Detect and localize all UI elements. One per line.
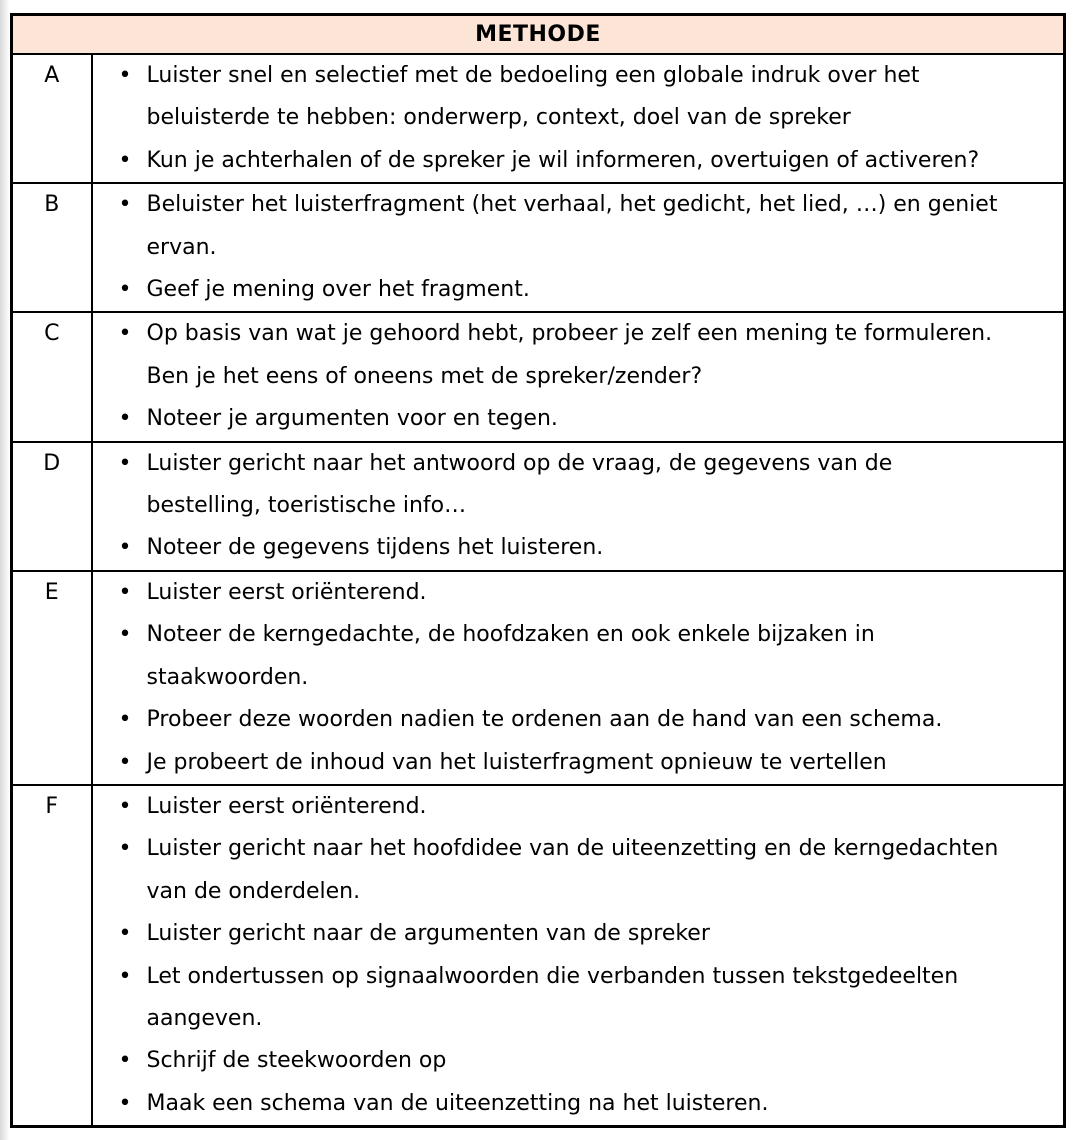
list-item — [93, 828, 1064, 913]
row-items — [92, 54, 1065, 183]
list-item-text: Luister gericht naar het antwoord op de vraag, de gegevens van de bestelling, toeristische info… — [146, 450, 893, 519]
bullet-icon: • — [118, 63, 132, 88]
header-row — [12, 15, 1065, 55]
bullet-icon: • — [118, 622, 132, 648]
list-item-text: Noteer de kerngedachte, de hoofdzaken en ook enkele bijzaken in staakwoorden. — [146, 622, 875, 690]
bullet-icon: • — [118, 921, 132, 947]
list-item-text: Je probeert de inhoud van het luisterfragment opnieuw te vertellen — [146, 749, 887, 775]
table-title: METHODE — [12, 15, 1065, 55]
list-item — [93, 956, 1064, 1041]
bullet-icon: • — [118, 277, 132, 303]
bullet-icon: • — [118, 749, 132, 775]
list-item — [93, 699, 1064, 741]
list-item-text: Luister gericht naar het hoofdidee van de uiteenzetting en de kerngedachten van de onderdelen. — [146, 836, 999, 904]
list-item — [93, 313, 1064, 398]
list-item — [93, 913, 1064, 955]
list-item-text: Noteer je argumenten voor en tegen. — [146, 406, 558, 432]
list-item — [93, 55, 1064, 140]
row-letter: C — [12, 312, 92, 441]
row-items — [92, 442, 1065, 571]
list-item-text: Luister eerst oriënterend. — [146, 793, 427, 819]
bullet-icon: • — [118, 147, 132, 173]
list-item — [93, 742, 1064, 784]
row-letter: B — [12, 183, 92, 312]
bullet-icon: • — [118, 707, 132, 733]
list-item-text: Op basis van wat je gehoord hebt, probeer je zelf een mening te formuleren. Ben je het eens of oneens met de spreker/zender? — [146, 321, 993, 389]
methode-table — [10, 13, 1066, 1128]
list-item-text: Luister snel en selectief met de bedoeling een globale indruk over het beluisterde te hebben: onderwerp, context, doel van de spreker — [146, 63, 920, 131]
list-item-text: Kun je achterhalen of de spreker je wil informeren, overtuigen of activeren? — [146, 147, 980, 173]
row-letter: A — [12, 54, 92, 183]
table-row-d — [12, 442, 1065, 571]
list-item-text: Luister gericht naar de argumenten van de spreker — [146, 921, 710, 947]
list-item — [93, 398, 1064, 440]
table-row-a — [12, 54, 1065, 183]
list-item — [93, 1040, 1064, 1082]
list-item — [93, 1083, 1064, 1125]
bullet-icon: • — [118, 793, 132, 819]
list-item-text: Maak een schema van de uiteenzetting na het luisteren. — [146, 1090, 769, 1116]
bullet-icon: • — [118, 535, 132, 561]
bullet-icon: • — [118, 1048, 132, 1074]
list-item — [93, 614, 1064, 699]
bullet-icon: • — [118, 963, 132, 989]
bullet-icon: • — [118, 579, 132, 605]
bullet-icon: • — [118, 406, 132, 432]
list-item — [93, 786, 1064, 828]
row-letter: E — [12, 571, 92, 785]
row-items — [92, 571, 1065, 785]
row-letter: F — [12, 785, 92, 1127]
row-items — [92, 183, 1065, 312]
list-item-text: Schrijf de steekwoorden op — [146, 1048, 447, 1074]
list-item-text: Geef je mening over het fragment. — [146, 277, 530, 303]
list-item — [93, 527, 1064, 569]
list-item — [93, 184, 1064, 269]
row-items — [92, 785, 1065, 1127]
page-left-edge — [0, 0, 9, 1140]
row-letter: D — [12, 442, 92, 571]
list-item — [93, 572, 1064, 614]
list-item-text: Luister eerst oriënterend. — [146, 579, 427, 605]
bullet-icon: • — [118, 450, 132, 476]
list-item-text: Probeer deze woorden nadien te ordenen aan de hand van een schema. — [146, 707, 943, 733]
bullet-icon: • — [118, 836, 132, 862]
list-item — [93, 269, 1064, 311]
row-items — [92, 312, 1065, 441]
list-item — [93, 140, 1064, 182]
table-row-b — [12, 183, 1065, 312]
list-item-text: Beluister het luisterfragment (het verhaal, het gedicht, het lied, …) en geniet ervan. — [146, 192, 998, 260]
bullet-icon: • — [118, 321, 132, 347]
list-item-text: Let ondertussen op signaalwoorden die verbanden tussen tekstgedeelten aangeven. — [146, 963, 959, 1031]
table-row-c — [12, 312, 1065, 441]
table-row-e — [12, 571, 1065, 785]
bullet-icon: • — [118, 192, 132, 218]
bullet-icon: • — [118, 1090, 132, 1116]
list-item — [93, 443, 1064, 528]
table-row-f — [12, 785, 1065, 1127]
list-item-text: Noteer de gegevens tijdens het luisteren. — [146, 535, 604, 561]
